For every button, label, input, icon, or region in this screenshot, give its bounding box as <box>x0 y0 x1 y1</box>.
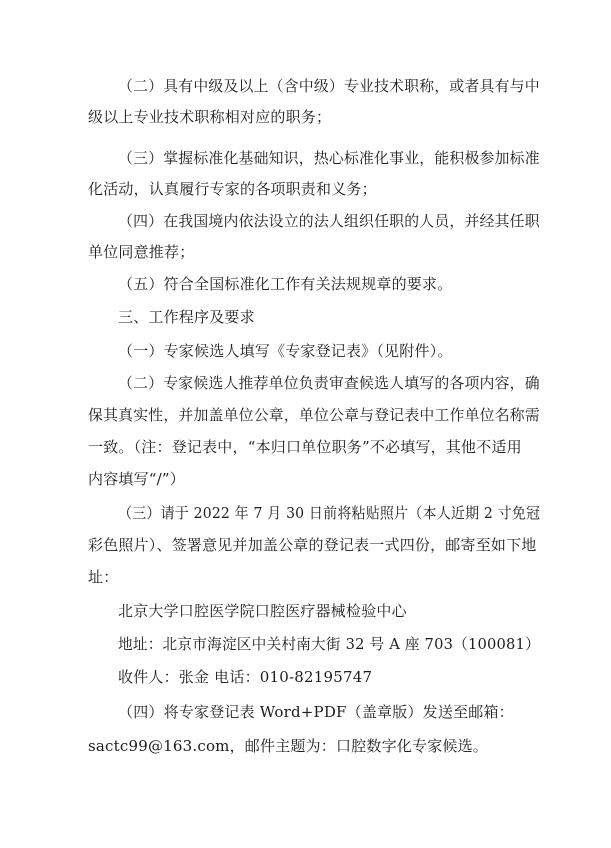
text-line-qualification-2a: （二）具有中级及以上（含中级）专业技术职称，或者具有与中 <box>118 77 540 95</box>
text-line-procedure-4a: （四）将专家登记表 Word+PDF（盖章版）发送至邮箱： <box>118 703 514 721</box>
section-heading-procedure: 三、工作程序及要求 <box>118 308 255 326</box>
text-line-qualification-4a: （四）在我国境内依法设立的法人组织任职的人员，并经其任职 <box>118 212 540 230</box>
mailing-contact: 收件人：张金 电话：010-82195747 <box>118 668 373 686</box>
text-line-procedure-1: （一）专家候选人填写《专家登记表》（见附件）。 <box>118 342 453 360</box>
text-line-procedure-2c: 一致。（注：登记表中，“本归口单位职务”不必填写，其他不适用 <box>88 438 522 456</box>
text-line-qualification-3b: 化活动，认真履行专家的各项职责和义务； <box>88 180 377 198</box>
mailing-address: 地址：北京市海淀区中关村南大街 32 号 A 座 703（100081） <box>118 635 540 653</box>
mailing-recipient-org: 北京大学口腔医学院口腔医疗器械检验中心 <box>118 602 407 620</box>
text-line-qualification-5: （五）符合全国标准化工作有关法规规章的要求。 <box>118 275 453 293</box>
text-line-qualification-4b: 单位同意推荐； <box>88 243 195 261</box>
text-line-qualification-3a: （三）掌握标准化基础知识，热心标准化事业，能积极参加标准 <box>118 149 540 167</box>
text-line-procedure-4b: sactc99@163.com，邮件主题为：口腔数字化专家候选。 <box>88 737 489 755</box>
text-line-procedure-2d: 内容填写“/”） <box>88 470 185 488</box>
text-line-procedure-3c: 址： <box>88 568 119 586</box>
text-line-procedure-3b: 彩色照片）、签署意见并加盖公章的登记表一式四份，邮寄至如下地 <box>88 536 537 554</box>
text-line-procedure-2a: （二）专家候选人推荐单位负责审查候选人填写的各项内容，确 <box>118 374 540 392</box>
text-line-procedure-2b: 保其真实性，并加盖单位公章，单位公章与登记表中工作单位名称需 <box>88 406 540 424</box>
text-line-qualification-2b: 级以上专业技术职称相对应的职务； <box>88 108 332 126</box>
text-line-procedure-3a: （三）请于 2022 年 7 月 30 日前将粘贴照片（本人近期 2 寸免冠 <box>118 504 541 522</box>
